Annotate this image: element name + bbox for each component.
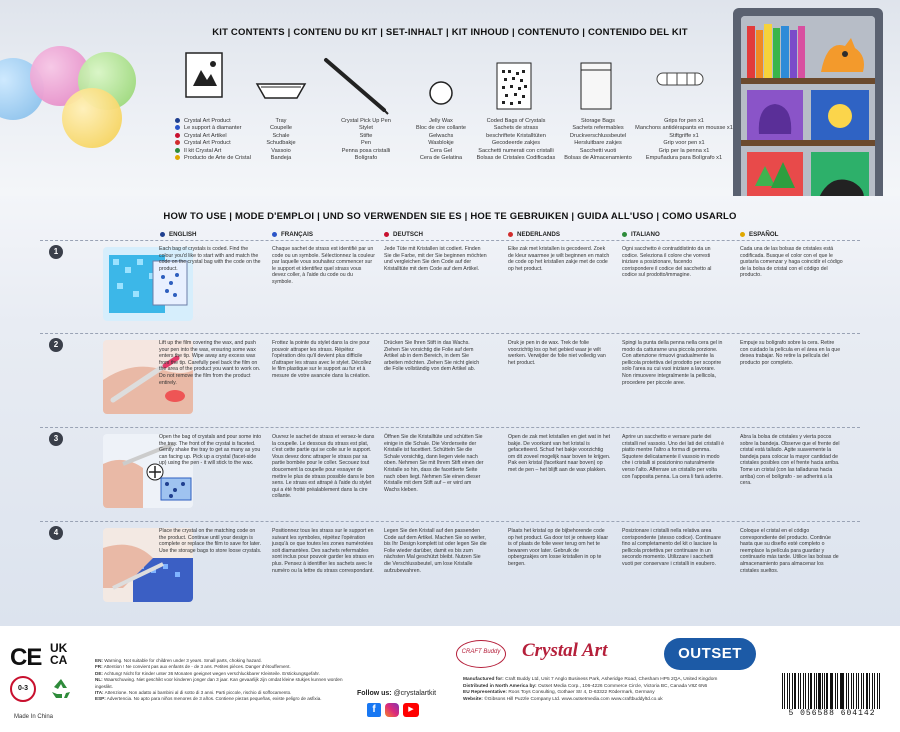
jelly-wax-icon xyxy=(428,80,454,106)
product-name-es: Producto de Arte de Cristal xyxy=(184,155,251,162)
step-1-text-en: Each bag of crystals is coded. Find the colour you'd like to start with and match the code on the crystal bag with the code on the product. xyxy=(159,246,261,272)
step-1-text-it: Ogni sacchetto è contraddistinto da un codice. Seleziona il colore che vorresti iniziare a posizionare, facendo corrispondere il codice del sacchetto al codice sul prodotto/immagine. xyxy=(622,246,712,279)
kit-item-pen: Crystal Pick Up Pen Stylet Stifte Pen Penna posa cristalli Bolígrafo xyxy=(341,118,391,162)
step-4-text-fr: Positionnez tous les strass sur le support en suivant les symboles, répétez l'opération jusqu'à ce que toutes les zones numérotées soit diamantées. Des sachets refermables sont inclus pour pouvoir garder les strass en plus. Pensez à identifier les sachets avec le numéro ou la lettre du strass correspondant. xyxy=(272,528,374,574)
social-icons xyxy=(367,703,419,717)
youtube-icon[interactable]: ▶ xyxy=(403,703,419,717)
step-3-text-it: Aprire un sacchetto e versare parte dei cristalli nel vassoio. Uno dei lati dei cristalli è piatto mentre l'altro a forma di gemma. Squotere delicatamente il vassoio in modo che i cristalli si posizionino naturalmente verso l'alto. Afferrare un cristallo per volta con l'apposita penna. La cera li farà aderire. xyxy=(622,434,725,480)
step-2-text-en: Lift up the film covering the wax, and push your pen into the wax, ensuring some wax enters the tip. Wipe away any excess wax from the tip. Carefully peel back the film on the area of the product you want to work on. Do not remove the film from the product entirely. xyxy=(159,340,261,386)
product-name-en: Crystal Art Product xyxy=(184,118,231,124)
kit-item-coded-bags: Coded Bags of Crystals Sachets de strass beschriftete Kristalltüten Gecodeerde zakjes Sacchetti numerati con cristalli Bolsas de Cristales Codificadas xyxy=(476,118,556,162)
product-name-it: Il kit Crystal Art xyxy=(184,147,222,154)
product-name-list xyxy=(175,118,251,162)
kit-item-storage-bags: Storage Bags Sachets refermables Druckverschlussbeutel Hersluitbare zakjes Sacchetti vuoti Bolsas de Almacenamiento xyxy=(564,118,632,162)
bookshelf-cat-artwork xyxy=(741,16,875,215)
product-name-de: Crystal Art Artikel xyxy=(184,132,227,139)
step-number: 2 xyxy=(49,338,63,352)
step-4-text-nl: Plaats het kristal op de bijbehorende code op het product. Ga door tot je ontwerp klaar is of plaats de folie weer terug om het te bewaren voor later. Gebruik de opbergzakjes om losse kristallen in op te bergen. xyxy=(508,528,609,567)
lang-italian: ITALIANO xyxy=(622,231,660,238)
lang-english: ENGLISH xyxy=(160,231,197,238)
product-notebook-image xyxy=(733,8,883,223)
step-2-text-it: Spingi la punta della penna nella cera gel in modo da catturarne una piccola porzione. Con attenzione rimuovi gradualmente la pellicola protettiva del prodotto per scoprire solo l'area su cui vuoi iniziare a lavorare. Non rimuovere integralmente la pellicola, procedere per piccole aree. xyxy=(622,340,723,386)
decorative-crystals xyxy=(0,40,150,130)
step-2-text-de: Drücken Sie Ihren Stift in das Wachs. Ziehen Sie vorsichtig die Folie auf dem Artikel ab in dem Bereich, in dem Sie arbeiten möchten. Ziehen Sie nicht gleich die Folie vollständig von dem Artikel ab. xyxy=(384,340,480,373)
step-1-text-nl: Elke zak met kristallen is gecodeerd. Zoek de kleur waarmee je wilt beginnen en match de code op het kristallen zakje met de code op het product. xyxy=(508,246,610,272)
step-2-text-nl: Druk je pen in de wax. Trek de folie voorzichtig los op het gebied waar je wilt werken. Verwijder de folie niet volledig van het product. xyxy=(508,340,606,366)
craft-buddy-logo: CRAFT Buddy xyxy=(456,640,506,668)
instagram-icon[interactable] xyxy=(385,703,399,717)
crystal-art-product-icon xyxy=(185,52,223,98)
step-1-text-de: Jede Tüte mit Kristallen ist codiert. Finden Sie die Farbe, mit der Sie beginnen möchten und vergleichen Sie den Code auf der Kristalltüte mit dem Code auf dem Artikel. xyxy=(384,246,487,272)
kit-item-pen-grips: Grips for pen x1 Manchons antidérapants en mousse x1 Stiftgriffe x1 Grip voor pen x1 Grip per la penna x1 Empuñadura para Bolígrafo x1 xyxy=(635,118,733,162)
lang-french: FRANÇAIS xyxy=(272,231,313,238)
step-3-text-fr: Ouvrez le sachet de strass et versez-le dans la coupelle. Le dessous du strass est plat, c'est cette partie qui se colle sur le support. Vous devez donc attraper le strass par sa partie bombée pour le coller. Secouez tout doucement la coupelle pour essayer de mettre le plus de strass possible dans le bon sens. Le strass est attrapé à l'aide du stylet qui a été frotté préalablement dans la cire collante. xyxy=(272,434,375,500)
step-2-text-fr: Frottez la pointe du stylet dans la cire pour pouvoir attraper les strass. Répétez l'opération dès qu'il devient plus difficile d'attraper les strass avec le stylet. Décollez le film plastique sur le support au fur et à mesure de votre avancée dans la création. xyxy=(272,340,372,379)
coded-bags-icon xyxy=(496,62,532,110)
step-4-text-es: Coloque el cristal en el código correspondiente del producto. Continúe hasta que su diseño esté completo o reemplace la película para guardar y continuarlo más tarde. Utilice las bolsas de almacenamiento para almacenar los cristales sueltos. xyxy=(740,528,839,574)
safety-warnings: EN: Warning. Not suitable for children under 3 years. Small parts, choking hazard. FR: Attention ! Ne convient pas aux enfants de - de 3 ans. Petites pièces. Danger d'étouffement. DE: Achtung! Nicht für Kinder unter 36 Monaten geeignet wegen verschluckbarer Kleinteile. Erstickungsgefahr. NL: Waarschuwing. Niet geschikt voor kinderen jonger dan 3 jaar. Kan gevaarlijk zijn omdat kleine stukjes kunnen worden ingeslikt. ITA: Attenzione. Non adatto ai bambini al di sotto di 3 anni. Parti piccole, rischio di soffocamento. ESP: Advertencia. No apto para niños menores de 3 años. Contiene piezas pequeñas, existe peligro de asfixia. xyxy=(95,658,343,702)
kit-contents-title: KIT CONTENTS | CONTENU DU KIT | SET-INHALT | KIT INHOUD | CONTENUTO | CONTENIDO DEL KIT xyxy=(212,27,688,38)
facebook-icon[interactable]: f xyxy=(367,703,381,717)
lang-dutch: NEDERLANDS xyxy=(508,231,560,238)
ce-mark: CE xyxy=(10,644,42,671)
kit-item-jelly-wax: Jelly Wax Bloc de cire collante Gelwachs Wasblokje Cera Gel Cera de Gelatina xyxy=(415,118,467,162)
step-number: 3 xyxy=(49,432,63,446)
barcode xyxy=(782,673,882,719)
crystal-art-logo: Crystal Art xyxy=(522,640,608,661)
pick-up-pen-icon xyxy=(322,56,392,116)
step-3-text-es: Abra la bolsa de cristales y vierta pocos sobre la bandeja. Observe que el frente del cristal está tallado. Agite suavemente la bandeja para colocar la mayor cantidad de cristales posibles con el frente hacia arriba. Tome un cristal (con las talladuras hacia arriba) con el bolígrafo - se adherirá a la cera. xyxy=(740,434,840,487)
made-in-china: Made In China xyxy=(14,714,54,720)
ukca-mark: UK CA xyxy=(50,641,68,667)
barcode-number: 5 056588 604142 xyxy=(788,709,876,718)
tray-icon xyxy=(255,78,307,102)
step-1-text-es: Cada una de las bolsas de cristales está codificada. Busque el color con el que le gustaría comenzar y haga coincidir el código de la bolsa de cristal con el código del producto. xyxy=(740,246,843,279)
step-number: 4 xyxy=(49,526,63,540)
step-3-text-de: Öffnen Sie die Kristalltüte und schütten Sie einige in die Schale. Die Vorderseite der Kristalle ist facettiert. Schütteln Sie die Schale vorsichtig, dann liegen viele nach oben. Nehmen Sie mit Ihrem Stift einen der Kristalle so hin, dass die facettierte Seite nach oben liegt. Nehmen Sie einen dieser Kristalle mit dem Stift auf – er wird am Wachs kleben. xyxy=(384,434,484,493)
follow-us: Follow us: @crystalartkit xyxy=(357,690,437,697)
how-to-use-title: HOW TO USE | MODE D'EMPLOI | UND SO VERWENDEN SIE ES | HOE TE GEBRUIKEN | GUIDA ALL'USO | COMO USARLO xyxy=(163,211,737,222)
step-2-text-es: Empuje su bolígrafo sobre la cera. Retire con cuidado la película en el área en la que desea trabajar. No retire la película del producto por completo. xyxy=(740,340,841,366)
step-1-text-fr: Chaque sachet de strass est identifié par un code ou un symbole. Sélectionnez la couleur par laquelle vous souhaitez commencer sur le support et identifiez quel strass vous devez coller, à l'aide du code ou du symbole. xyxy=(272,246,375,285)
kit-item-tray: Tray Coupelle Schale Schudbakje Vassoio Bandeja xyxy=(266,118,296,162)
outset-logo: OUTSET xyxy=(664,638,756,670)
storage-bags-icon xyxy=(580,62,612,110)
step-4-text-it: Posizionare i cristalli nella relativa area corrispondente (stesso codice). Continuare fino al completamento del kit o lasciare la pellicola protettiva per continuare in un secondo momento. Utilizzare i sacchetti vuoti per conservare i cristalli in esubero. xyxy=(622,528,721,567)
lang-german: DEUTSCH xyxy=(384,231,423,238)
age-warning-icon: 0-3 xyxy=(10,676,36,702)
recycle-icon xyxy=(48,676,74,702)
step-number: 1 xyxy=(49,245,63,259)
manufacturer-info: Manufactured for: Craft Buddy Ltd, Unit 7 Anglo Business Park, Asheridge Road, Chesham HP5 2QA, United Kingdom Distributed in North America by: Outset Media Corp., 106-4226 Commerce Circle, Victoria BC, Canada V8Z 6N6 EU Representative: Roos Toys Consulting, Gothaer Str 4, D-63322 Rödermark, Germany Website: ©Gibsons Hill Puzzle Company Ltd. www.outsetmedia.com www.craftbuddyltd.co.uk xyxy=(463,677,718,702)
lang-spanish: ESPAÑOL xyxy=(740,231,778,238)
step-4-text-en: Place the crystal on the matching code on the product. Continue until your design is complete or replace the film to save for later. Use the storage bags to store loose crystals. xyxy=(159,528,262,554)
step-4-text-de: Legen Sie den Kristall auf den passenden Code auf dem Artikel. Machen Sie so weiter, bis Ihr Design komplett ist oder legen Sie die Folie wieder darüber, damit es bis zum nächsten Mal geschützt bleibt. Nutzen Sie die Verschlussbeutel, um lose Kristalle aufzubewahren. xyxy=(384,528,487,574)
product-name-fr: Le support à diamanter xyxy=(184,125,242,132)
step-3-text-en: Open the bag of crystals and pour some into the tray. The front of the crystal is faceted. Gently shake the tray to get as many as you can facing up. Pick up a crystal (facet-side up) using the pen - it will stick to the wax. xyxy=(159,434,262,467)
product-name-nl: Crystal Art Product xyxy=(184,140,231,147)
step-3-text-nl: Open de zak met kristallen en giet wat in het bakje. De voorkant van het kristal is gefacetteerd. Schud het bakje voorzichtig om dit zoveel mogelijk naar boven te krijgen. Pak een kristal (facetkant naar boven) op met de pen – het blijft aan de wax plakken. xyxy=(508,434,611,473)
pen-grips-icon xyxy=(655,70,705,88)
